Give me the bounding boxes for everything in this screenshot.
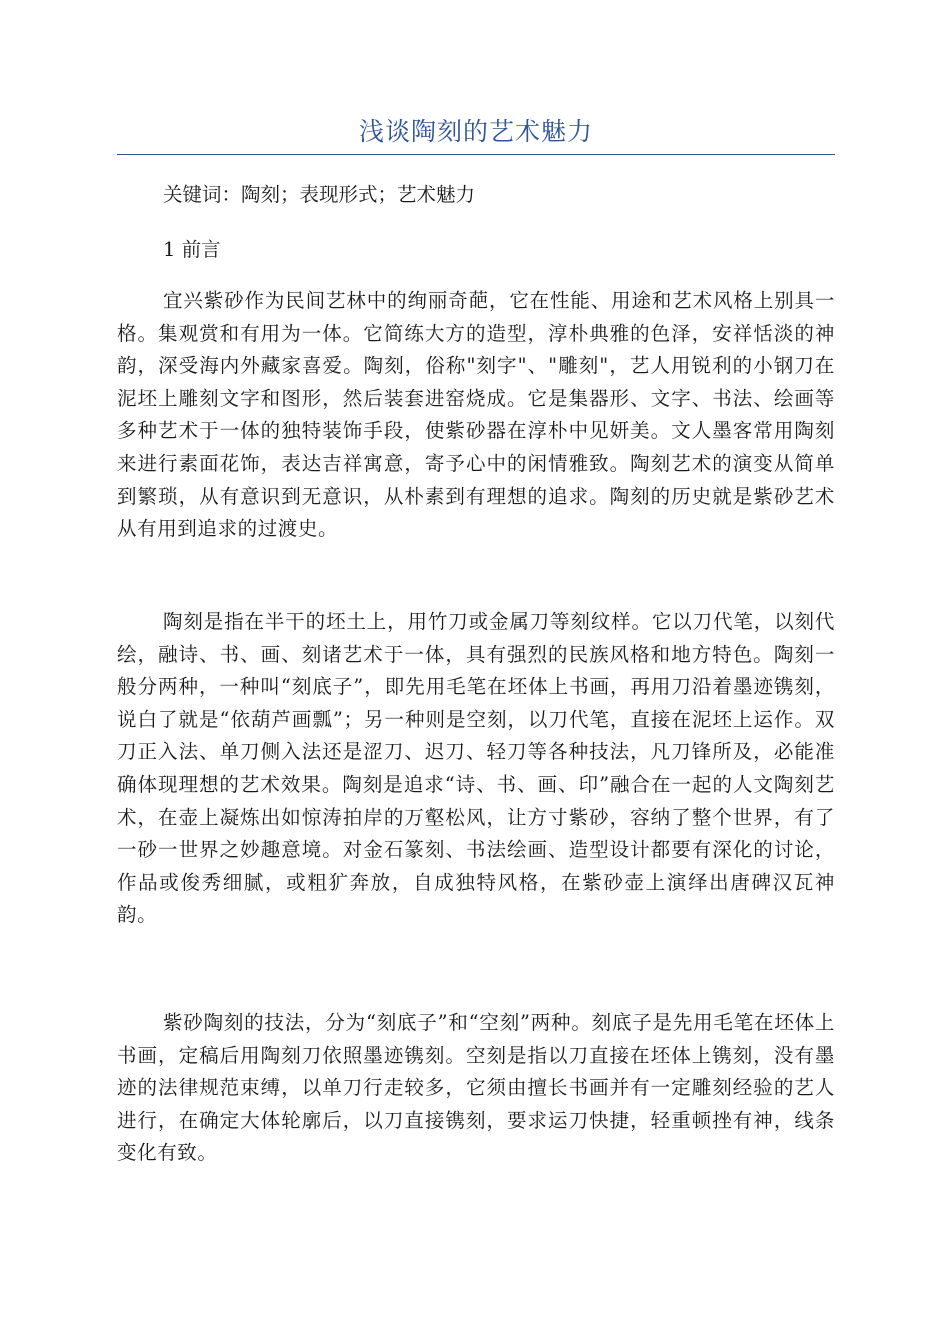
document-title: 浅谈陶刻的艺术魅力	[358, 117, 593, 146]
keywords-line: 关键词：陶刻；表现形式；艺术魅力	[163, 183, 476, 206]
paragraph-1: 宜兴紫砂作为民间艺林中的绚丽奇葩，它在性能、用途和艺术风格上别具一格。集观赏和有用为一体。它简练大方的造型，淳朴典雅的色泽，安祥恬淡的神韵，深受海内外藏家喜爱。陶刻，俗称"刻字"、"雕刻"，艺人用锐利的小钢刀在泥坯上雕刻文字和图形，然后装套进窑烧成。它是集器形、文字、书法、绘画等多种艺术于一体的独特装饰手段，使紫砂器在淳朴中见妍美。文人墨客常用陶刻来进行素面花饰，表达吉祥寓意，寄予心中的闲情雅致。陶刻艺术的演变从简单到繁琐，从有意识到无意识，从朴素到有理想的追求。陶刻的历史就是紫砂艺术从有用到追求的过渡史。	[117, 289, 835, 541]
title-underline	[117, 154, 835, 155]
paragraph-3: 紫砂陶刻的技法，分为“刻底子”和“空刻”两种。刻底子是先用毛笔在坯体上书画，定稿后用陶刻刀依照墨迹镌刻。空刻是指以刀直接在坯体上镌刻，没有墨迹的法律规范束缚，以单刀行走较多，它须由擅长书画并有一定雕刻经验的艺人进行，在确定大体轮廓后，以刀直接镌刻，要求运刀快捷，轻重顿挫有神，线条变化有致。	[117, 1011, 835, 1165]
paragraph-2: 陶刻是指在半干的坯土上，用竹刀或金属刀等刻纹样。它以刀代笔，以刻代绘，融诗、书、画、刻诸艺术于一体，具有强烈的民族风格和地方特色。陶刻一般分两种，一种叫“刻底子”，即先用毛笔在坯体上书画，再用刀沿着墨迹镌刻，说白了就是“依葫芦画瓢”；另一种则是空刻，以刀代笔，直接在泥坯上运作。双刀正入法、单刀侧入法还是涩刀、迟刀、轻刀等各种技法，凡刀锋所及，必能准确体现理想的艺术效果。陶刻是追求“诗、书、画、印”融合在一起的人文陶刻艺术，在壶上凝炼出如惊涛拍岸的万壑松风，让方寸紫砂，容纳了整个世界，有了一砂一世界之妙趣意境。对金石篆刻、书法绘画、造型设计都要有深化的讨论，作品或俊秀细腻，或粗犷奔放，自成独特风格，在紫砂壶上演绎出唐碑汉瓦神韵。	[117, 610, 835, 927]
section-heading: 1 前言	[163, 238, 221, 261]
